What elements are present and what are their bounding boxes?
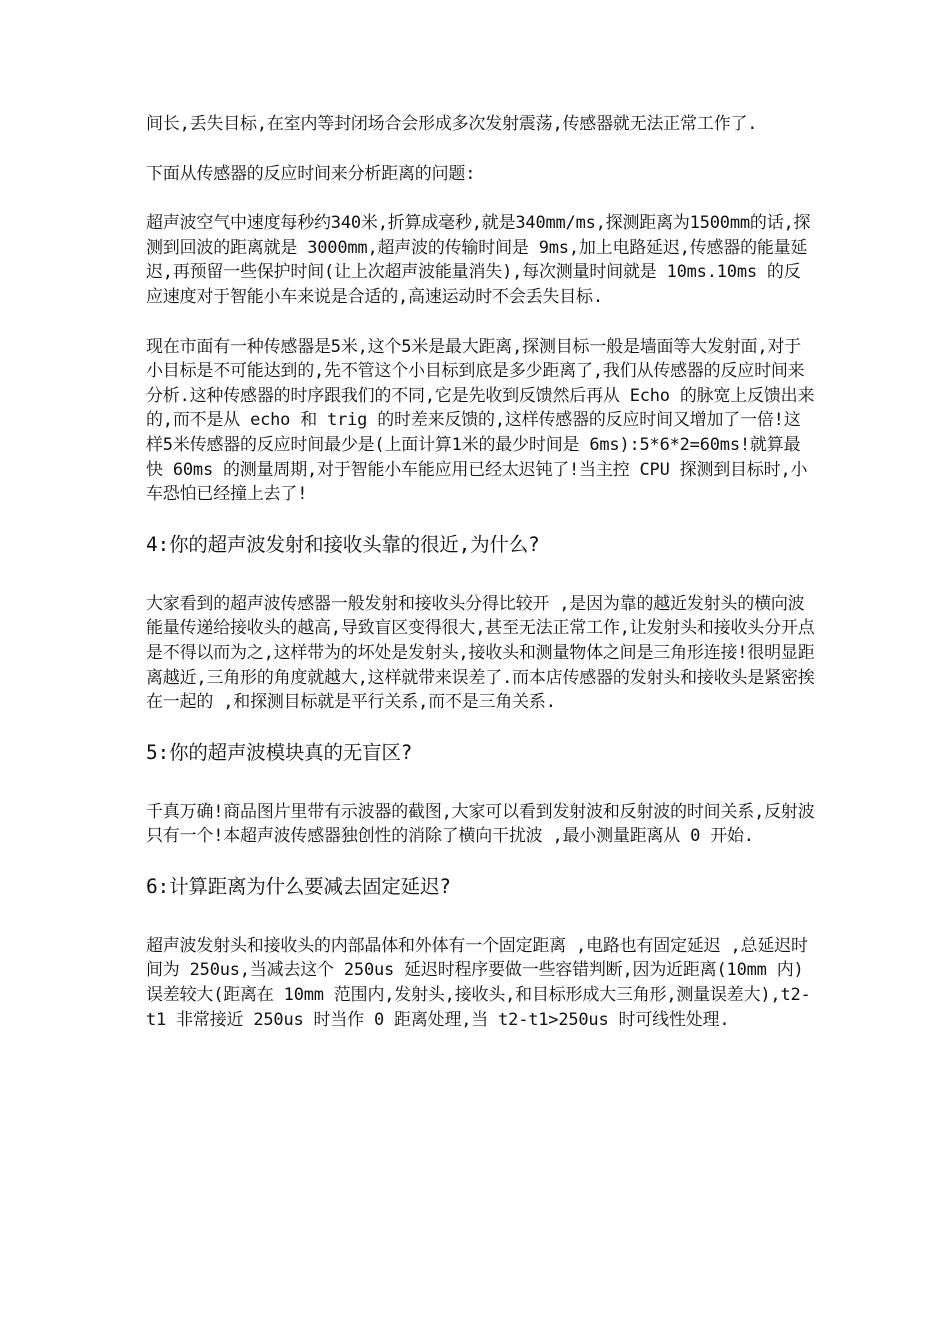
paragraph-speed-calculation: 超声波空气中速度每秒约340米,折算成毫秒,就是340mm/ms,探测距离为1500mm的话,探测到回波的距离就是 3000mm,超声波的传输时间是 9ms,加上电路延迟,传感器的能量延迟,再预留一些保护时间(让上次超声波能量消失),每次测量时间就是 10ms.10ms 的反应速度对于智能小车来说是合适的,高速运动时不会丢失目标.	[146, 213, 811, 307]
section-heading-4: 4:你的超声波发射和接收头靠的很近,为什么?	[146, 532, 540, 556]
paragraph-continuation: 间长,丢失目标,在室内等封闭场合会形成多次发射震荡,传感器就无法正常工作了.	[146, 114, 758, 134]
paragraph-fixed-delay: 超声波发射头和接收头的内部晶体和外体有一个固定距离 ,电路也有固定延迟 ,总延迟时间为 250us,当减去这个 250us 延迟时程序要做一些容错判断,因为近距离(10mm 内)误差较大(距离在 10mm 范围内,发射头,接收头,和目标形成大三角形,测量误差大),t2-t1 非常接近 250us 时当作 0 距离处理,当 t2-t1>250us 时可线性处理.	[146, 935, 811, 1030]
section-heading-5: 5:你的超声波模块真的无盲区?	[146, 740, 413, 764]
section-heading-6: 6:计算距离为什么要减去固定延迟?	[146, 874, 451, 898]
paragraph-transducer-spacing: 大家看到的超声波传感器一般发射和接收头分得比较开 ,是因为靠的越近发射头的横向波能量传递给接收头的越高,导致盲区变得很大,甚至无法正常工作,让发射头和接收头分开点是不得以而为之,这样带为的坏处是发射头,接收头和测量物体之间是三角形连接!很明显距离越近,三角形的角度就越大,这样就带来误差了.而本店传感器的发射头和接收头是紧密挨在一起的 ,和探测目标就是平行关系,而不是三角关系.	[146, 593, 815, 713]
paragraph-5m-sensor: 现在市面有一种传感器是5米,这个5米是最大距离,探测目标一般是墙面等大发射面,对于小目标是不可能达到的,先不管这个小目标到底是多少距离了,我们从传感器的反应时间来分析.这种传感器的时序跟我们的不同,它是先收到反馈然后再从 Echo 的脉宽上反馈出来的,而不是从 echo 和 trig 的时差来反馈的,这样传感器的反应时间又增加了一倍!这样5米传感器的反应时间最少是(上面计算1米的最少时间是 6ms):5*6*2=60ms!就算最快 60ms 的测量周期,对于智能小车能应用已经太迟钝了!当主控 CPU 探测到目标时,小车恐怕已经撞上去了!	[146, 336, 815, 505]
document-page	[146, 112, 816, 1057]
paragraph-no-blind-zone: 千真万确!商品图片里带有示波器的截图,大家可以看到发射波和反射波的时间关系,反射波只有一个!本超声波传感器独创性的消除了横向干扰波 ,最小测量距离从 0 开始.	[146, 801, 815, 847]
paragraph-intro-response-time: 下面从传感器的反应时间来分析距离的问题:	[146, 163, 476, 184]
